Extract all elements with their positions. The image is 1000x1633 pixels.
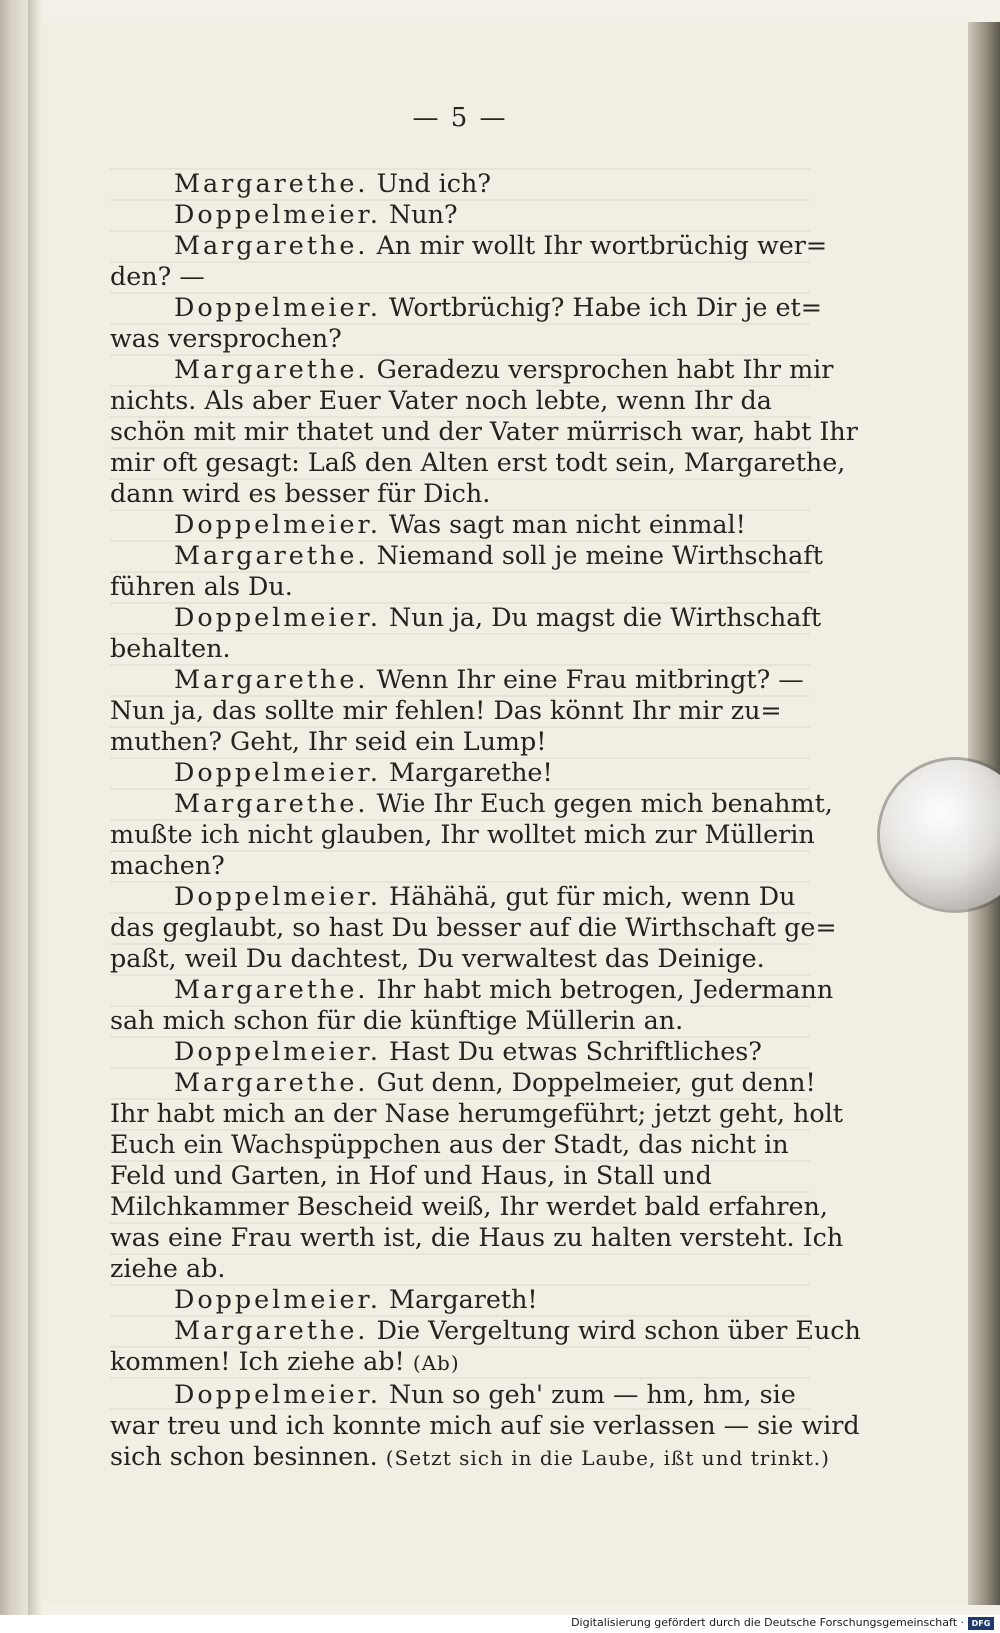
speech-text: nichts. Als aber Euer Vater noch lebte, wenn Ihr da [110, 385, 772, 415]
dialogue-line [110, 1379, 810, 1410]
dialogue-line [110, 1129, 810, 1160]
dialogue-line [110, 230, 828, 261]
speaker-name: Doppelmeier. [174, 881, 381, 911]
dialogue-line [110, 571, 810, 602]
dialogue-line [110, 540, 823, 571]
dialogue-line [110, 633, 810, 664]
dialogue-line [110, 168, 810, 199]
dialogue-line [110, 974, 834, 1005]
speech-text: Euch ein Wachspüppchen aus der Stadt, das nicht in [110, 1129, 789, 1159]
speech-text: Ihr habt mich betrogen, Jedermann [376, 974, 834, 1004]
speech-text: mußte ich nicht glauben, Ihr wolltet mich zur Müllerin [110, 819, 815, 849]
speaker-name: Doppelmeier. [174, 199, 381, 229]
stage-direction: (Setzt sich in die Laube, ißt und trinkt.) [385, 1446, 830, 1470]
speech-text: Gut denn, Doppelmeier, gut denn! [376, 1067, 816, 1097]
speech-text: den? — [110, 261, 205, 291]
speech-text: Was sagt man nicht einmal! [389, 509, 746, 539]
speaker-name: Margarethe. [174, 540, 369, 570]
dialogue-line [110, 757, 810, 788]
dialogue-line [110, 1410, 860, 1441]
speech-text: führen als Du. [110, 571, 293, 601]
dialogue-line [110, 385, 810, 416]
speaker-name: Doppelmeier. [174, 1284, 381, 1314]
dialogue-line [110, 881, 810, 912]
speech-text: sich schon besinnen. [110, 1441, 378, 1471]
speech-text: Nun so geh' zum — hm, hm, sie [389, 1379, 796, 1409]
dialogue-line [110, 788, 833, 819]
dialogue-line [110, 447, 846, 478]
speech-text: Wortbrüchig? Habe ich Dir je et= [389, 292, 822, 322]
speech-text: Margarethe! [389, 757, 553, 787]
speaker-name: Doppelmeier. [174, 1379, 381, 1409]
speech-text: dann wird es besser für Dich. [110, 478, 491, 508]
gutter-shadow [28, 0, 42, 1615]
dfg-logo: DFG [968, 1617, 994, 1630]
speech-text: Die Vergeltung wird schon über Euch [376, 1315, 861, 1345]
dialogue-line [110, 1346, 810, 1379]
dialogue-line [110, 1191, 828, 1222]
speech-text: was versprochen? [110, 323, 342, 353]
book-spine-edge [0, 0, 28, 1615]
dialogue-line [110, 261, 810, 292]
stage-direction: (Ab) [412, 1351, 460, 1375]
dialogue-line [110, 292, 822, 323]
dialogue-line [110, 199, 810, 230]
speaker-name: Doppelmeier. [174, 292, 381, 322]
speech-text: Nun ja, Du magst die Wirthschaft [389, 602, 822, 632]
speech-text: Hähähä, gut für mich, wenn Du [389, 881, 796, 911]
speech-text: Und ich? [376, 168, 491, 198]
dialogue-line [110, 819, 815, 850]
dialogue-line [110, 943, 810, 974]
speech-text: Nun? [389, 199, 458, 229]
dialogue-line [110, 850, 810, 881]
speaker-name: Margarethe. [174, 354, 369, 384]
speech-text: sah mich schon für die künftige Müllerin an. [110, 1005, 684, 1035]
dialogue-line [110, 416, 858, 447]
page-number: — 5 — [412, 103, 508, 133]
dialogue-line [110, 1315, 861, 1346]
dialogue-line [110, 1036, 810, 1067]
dialogue-line [110, 1222, 844, 1253]
speech-text: mir oft gesagt: Laß den Alten erst todt sein, Margarethe, [110, 447, 846, 477]
dialogue-line [110, 695, 810, 726]
speech-text: war treu und ich konnte mich auf sie verlassen — sie wird [110, 1410, 860, 1440]
speech-text: muthen? Geht, Ihr seid ein Lump! [110, 726, 547, 756]
dialogue-line [110, 602, 822, 633]
speech-text: schön mit mir thatet und der Vater mürrisch war, habt Ihr [110, 416, 858, 446]
dialogue-line [110, 1098, 843, 1129]
dialogue-text [110, 168, 861, 1474]
speaker-name: Margarethe. [174, 1067, 369, 1097]
speech-text: Ihr habt mich an der Nase herumgeführt; jetzt geht, holt [110, 1098, 843, 1128]
speech-text: Feld und Garten, in Hof und Haus, in Stall und [110, 1160, 712, 1190]
speaker-name: Margarethe. [174, 1315, 369, 1345]
speech-text: An mir wollt Ihr wortbrüchig wer= [376, 230, 828, 260]
dialogue-line [110, 1441, 830, 1474]
speaker-name: Margarethe. [174, 168, 369, 198]
speech-text: Margareth! [389, 1284, 538, 1314]
dialogue-line [110, 1284, 810, 1315]
digitization-credit: Digitalisierung gefördert durch die Deutsche Forschungsgemeinschaft · [571, 1616, 964, 1629]
speech-text: was eine Frau werth ist, die Haus zu halten versteht. Ich [110, 1222, 844, 1252]
dialogue-line [110, 1005, 810, 1036]
speaker-name: Margarethe. [174, 788, 369, 818]
speech-text: behalten. [110, 633, 231, 663]
dialogue-line [110, 323, 810, 354]
dialogue-line [110, 1253, 810, 1284]
speaker-name: Doppelmeier. [174, 757, 381, 787]
dialogue-line [110, 912, 837, 943]
dialogue-line [110, 478, 810, 509]
dialogue-line [110, 1160, 810, 1191]
speaker-name: Doppelmeier. [174, 1036, 381, 1066]
speech-text: machen? [110, 850, 225, 880]
speaker-name: Doppelmeier. [174, 509, 381, 539]
dialogue-line [110, 1067, 816, 1098]
dialogue-line [110, 726, 810, 757]
speech-text: Nun ja, das sollte mir fehlen! Das könnt Ihr mir zu= [110, 695, 782, 725]
speech-text: kommen! Ich ziehe ab! [110, 1346, 405, 1376]
speech-text: ziehe ab. [110, 1253, 226, 1283]
speech-text: Wenn Ihr eine Frau mitbringt? — [376, 664, 804, 694]
dialogue-line [110, 509, 810, 540]
speech-text: Geradezu versprochen habt Ihr mir [376, 354, 834, 384]
speaker-name: Margarethe. [174, 974, 369, 1004]
dialogue-line [110, 664, 810, 695]
speech-text: das geglaubt, so hast Du besser auf die Wirthschaft ge= [110, 912, 837, 942]
speaker-name: Margarethe. [174, 230, 369, 260]
speech-text: Wie Ihr Euch gegen mich benahmt, [376, 788, 833, 818]
dialogue-line [110, 354, 834, 385]
speaker-name: Margarethe. [174, 664, 369, 694]
speech-text: Hast Du etwas Schriftliches? [389, 1036, 762, 1066]
speech-text: Niemand soll je meine Wirthschaft [376, 540, 823, 570]
speech-text: paßt, weil Du dachtest, Du verwaltest das Deinige. [110, 943, 765, 973]
speech-text: Milchkammer Bescheid weiß, Ihr werdet bald erfahren, [110, 1191, 828, 1221]
speaker-name: Doppelmeier. [174, 602, 381, 632]
